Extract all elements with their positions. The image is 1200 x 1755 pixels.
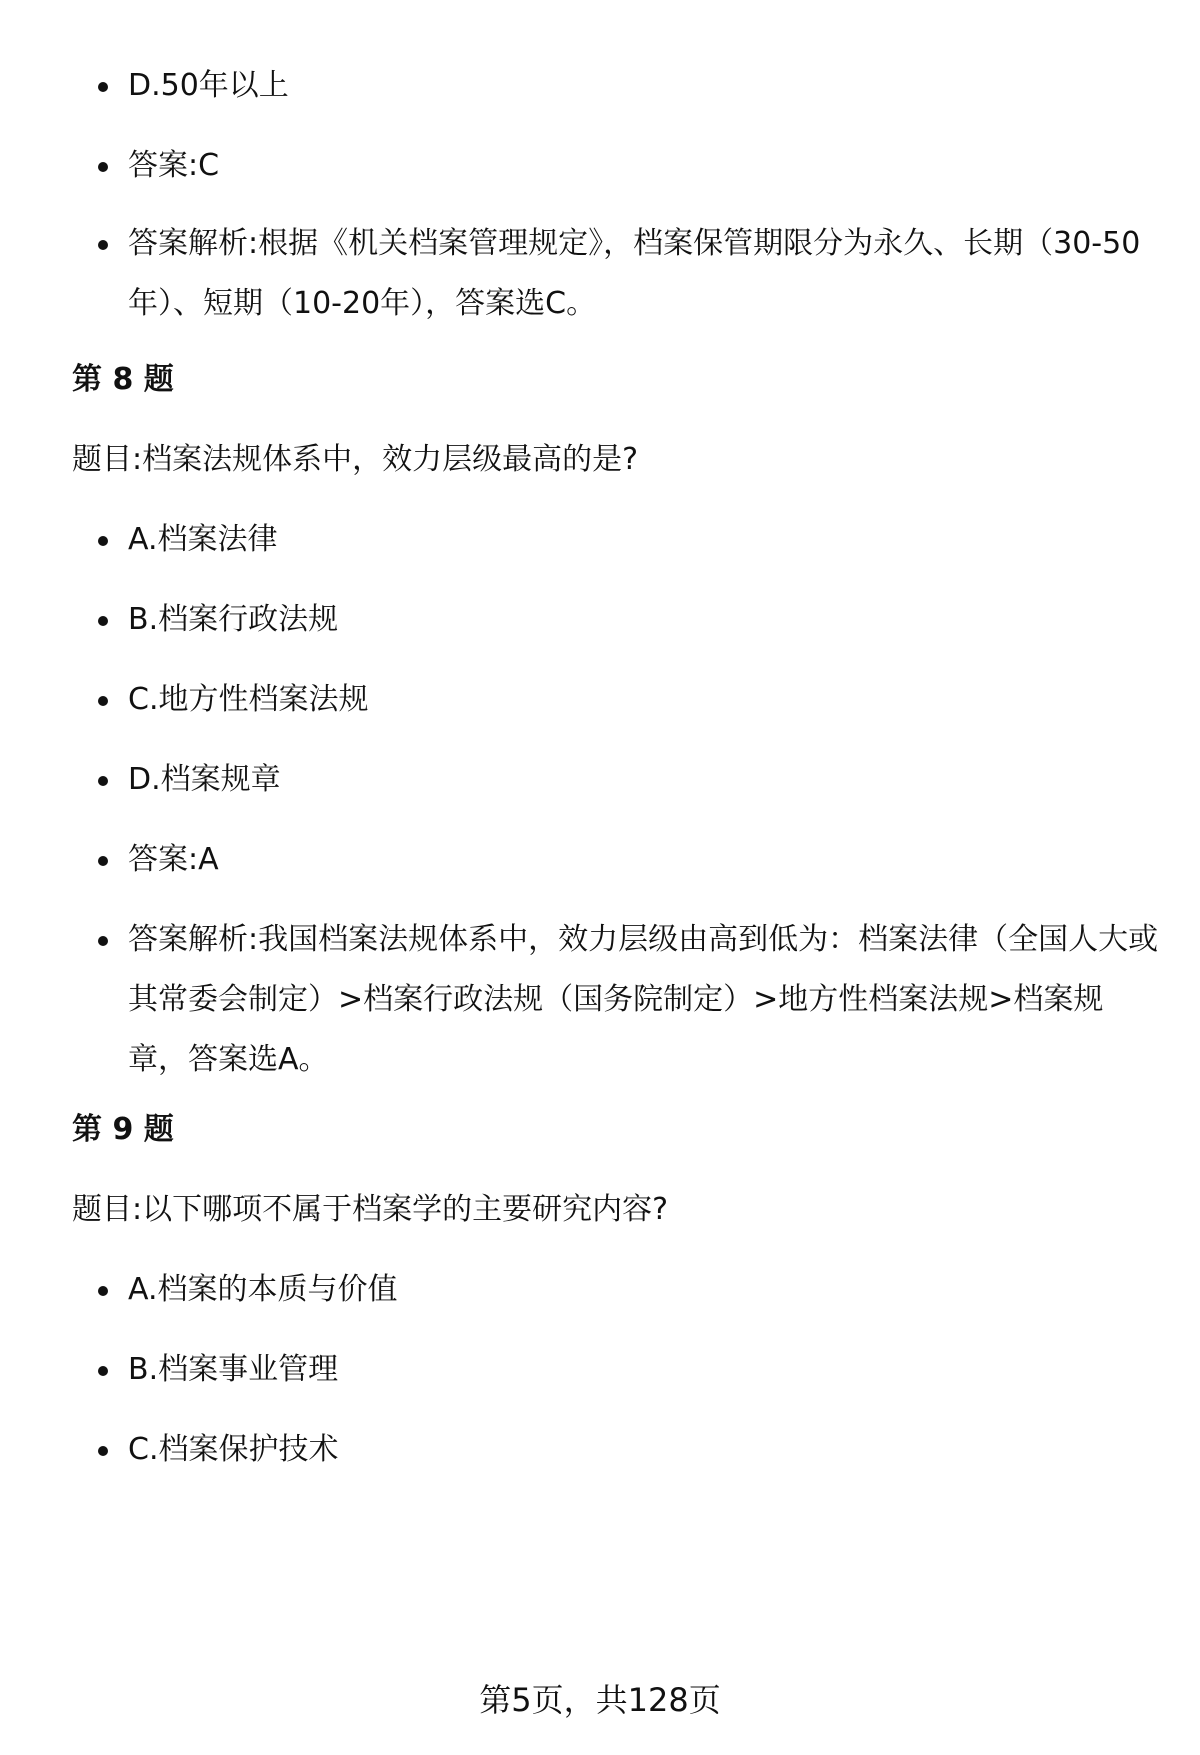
question-heading: 第 8 题 xyxy=(72,362,174,397)
list-item xyxy=(128,1340,1160,1400)
list-item xyxy=(128,910,1160,1090)
bullet-icon xyxy=(98,856,108,866)
bullet-icon xyxy=(98,616,108,626)
list-item xyxy=(128,670,1160,730)
answer-text: 答案:A xyxy=(128,842,219,877)
list-item xyxy=(128,830,1160,890)
option-text: C.档案保护技术 xyxy=(128,1432,339,1467)
bullet-icon xyxy=(98,1366,108,1376)
bullet-icon xyxy=(98,1286,108,1296)
list-item xyxy=(128,56,1160,116)
option-text: B.档案事业管理 xyxy=(128,1352,339,1387)
bullet-icon xyxy=(98,82,108,92)
page-number: 第5页，共128页 xyxy=(479,1681,721,1719)
question-text: 题目:以下哪项不属于档案学的主要研究内容? xyxy=(72,1192,669,1227)
list-item xyxy=(128,136,1160,196)
option-text: B.档案行政法规 xyxy=(128,602,339,637)
explanation-text: 答案解析:根据《机关档案管理规定》，档案保管期限分为永久、长期（30-50年）、短期（10-20年），答案选C。 xyxy=(128,226,1141,321)
list-item xyxy=(128,1260,1160,1320)
list-item xyxy=(128,750,1160,810)
answer-text: 答案:C xyxy=(128,148,220,183)
bullet-icon xyxy=(98,536,108,546)
list-item xyxy=(128,590,1160,650)
bullet-icon xyxy=(98,776,108,786)
list-item xyxy=(128,510,1160,570)
list-item xyxy=(128,214,1160,334)
explanation-text: 答案解析:我国档案法规体系中，效力层级由高到低为：档案法律（全国人大或其常委会制定）>档案行政法规（国务院制定）>地方性档案法规>档案规章，答案选A。 xyxy=(128,922,1159,1077)
option-text: A.档案法律 xyxy=(128,522,278,557)
question-heading: 第 9 题 xyxy=(72,1112,174,1147)
bullet-icon xyxy=(98,936,108,946)
question-text: 题目:档案法规体系中，效力层级最高的是? xyxy=(72,442,639,477)
bullet-icon xyxy=(98,162,108,172)
option-text: C.地方性档案法规 xyxy=(128,682,369,717)
list-item xyxy=(128,1420,1160,1480)
option-text: D.50年以上 xyxy=(128,68,289,103)
bullet-icon xyxy=(98,696,108,706)
option-text: D.档案规章 xyxy=(128,762,281,797)
bullet-icon xyxy=(98,240,108,250)
option-text: A.档案的本质与价值 xyxy=(128,1272,398,1307)
bullet-icon xyxy=(98,1446,108,1456)
